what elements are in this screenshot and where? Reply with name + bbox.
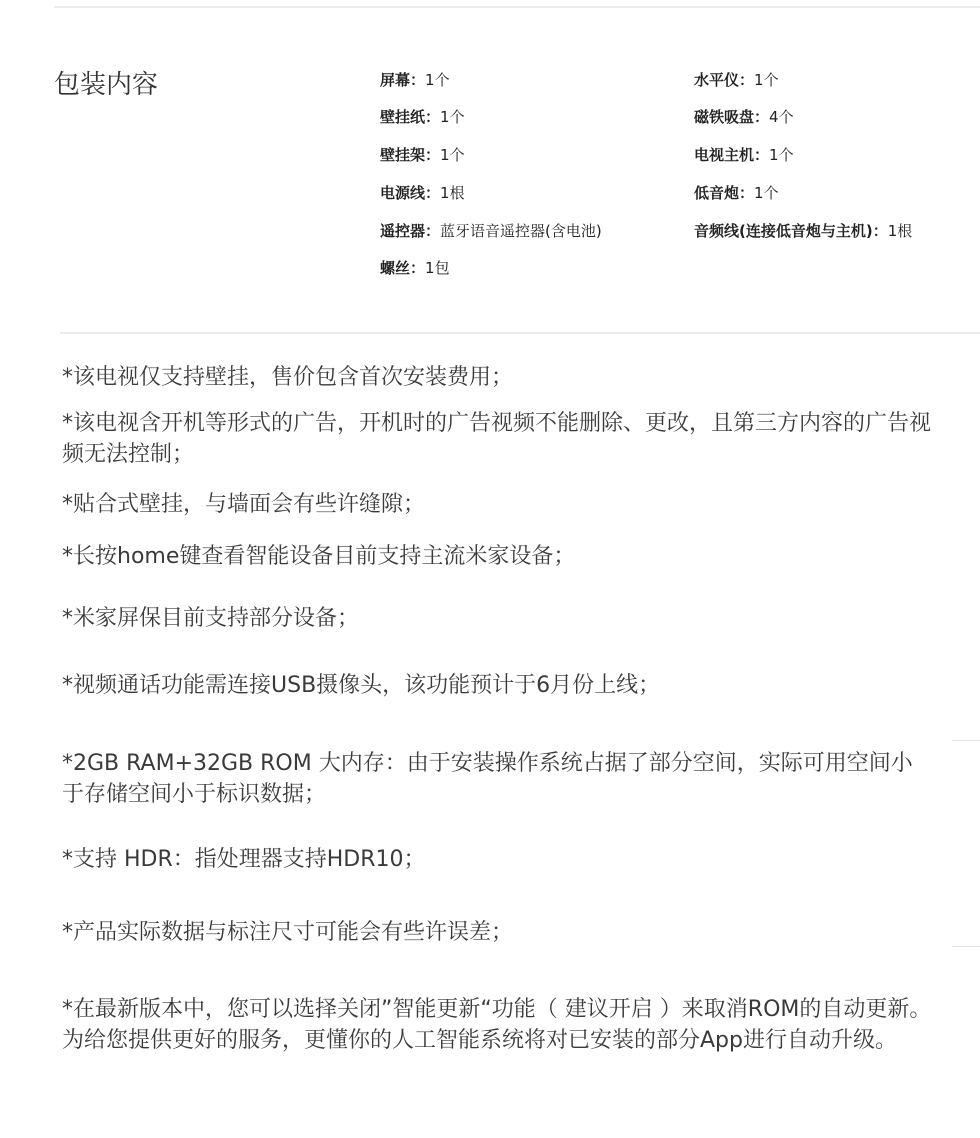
note-item: *该电视含开机等形式的广告，开机时的广告视频不能删除、更改，且第三方内容的广告视频无法控制； [62, 411, 932, 467]
item-name: 壁挂纸 [380, 108, 426, 126]
package-item [380, 182, 465, 204]
edge-divider [952, 740, 980, 741]
note-item: *视频通话功能需连接USB摄像头，该功能预计于6月份上线； [62, 673, 661, 698]
item-name: 屏幕 [380, 71, 411, 89]
item-qty: 4个 [769, 108, 794, 126]
item-qty: 蓝牙语音遥控器(含电池) [440, 222, 602, 240]
note-item: *长按home键查看智能设备目前支持主流米家设备； [62, 544, 576, 569]
package-item [380, 220, 602, 242]
note-item: *米家屏保目前支持部分设备； [62, 606, 360, 631]
item-qty: 1个 [440, 108, 465, 126]
item-qty: 1个 [769, 146, 794, 164]
item-name: 低音炮 [694, 184, 740, 202]
item-separator: ： [410, 259, 426, 277]
edge-divider [952, 946, 980, 947]
item-separator: ： [425, 184, 441, 202]
item-separator: ： [425, 222, 441, 240]
note-item: *支持 HDR：指处理器支持HDR10； [62, 847, 426, 872]
item-separator: ： [425, 146, 441, 164]
item-name: 水平仪 [694, 71, 740, 89]
package-contents-title: 包装内容 [54, 70, 159, 100]
package-item [694, 144, 794, 166]
package-item [380, 144, 465, 166]
section-divider [60, 332, 980, 334]
item-name: 电视主机 [694, 146, 755, 164]
item-separator: ： [754, 108, 770, 126]
item-separator: ： [739, 184, 755, 202]
package-item [380, 69, 450, 91]
item-qty: 1包 [425, 259, 450, 277]
item-name: 电源线 [380, 184, 426, 202]
package-item [694, 69, 779, 91]
item-name: 遥控器 [380, 222, 426, 240]
package-item [694, 106, 794, 128]
item-qty: 1根 [887, 222, 913, 240]
note-item: *产品实际数据与标注尺寸可能会有些许误差； [62, 920, 514, 945]
item-separator: ： [425, 108, 441, 126]
note-item: *在最新版本中，您可以选择关闭”智能更新“功能（ 建议开启 ）来取消ROM的自动更新。为给您提供更好的服务，更懂你的人工智能系统将对已安装的部分App进行自动升级。 [62, 997, 932, 1053]
note-item: *贴合式壁挂，与墙面会有些许缝隙； [62, 492, 426, 517]
item-qty: 1根 [440, 184, 465, 202]
item-qty: 1个 [440, 146, 465, 164]
item-name: 磁铁吸盘 [694, 108, 755, 126]
package-item [694, 182, 779, 204]
note-item: *2GB RAM+32GB ROM 大内存：由于安装操作系统占据了部分空间，实际可用空间小于存储空间小于标识数据； [62, 751, 913, 807]
item-separator: ： [872, 222, 888, 240]
item-qty: 1个 [425, 71, 450, 89]
item-separator: ： [410, 71, 426, 89]
item-name: 音频线(连接低音炮与主机) [694, 222, 873, 240]
item-separator: ： [754, 146, 770, 164]
item-separator: ： [739, 71, 755, 89]
item-qty: 1个 [754, 71, 779, 89]
top-divider [54, 6, 980, 8]
package-item [380, 257, 450, 279]
package-item [380, 106, 465, 128]
package-item [694, 220, 912, 242]
note-item: *该电视仅支持壁挂，售价包含首次安装费用； [62, 365, 514, 390]
item-name: 壁挂架 [380, 146, 426, 164]
item-name: 螺丝 [380, 259, 411, 277]
item-qty: 1个 [754, 184, 779, 202]
